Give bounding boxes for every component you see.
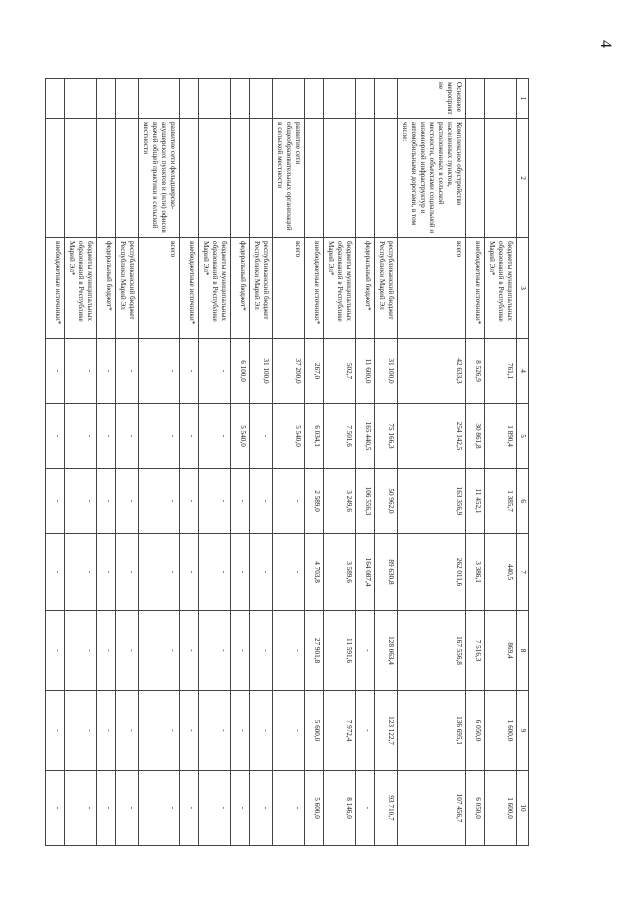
value-cell: -	[231, 469, 250, 534]
value-cell: -	[97, 469, 116, 534]
value-cell: -	[139, 469, 180, 534]
table-row	[398, 79, 466, 846]
value-cell: 5 540,0	[231, 404, 250, 469]
value-cell: -	[231, 611, 250, 691]
value-cell: -	[139, 611, 180, 691]
value-cell: 27 901,8	[305, 611, 324, 691]
value-cell: 5 600,0	[305, 771, 324, 846]
value-cell: 31 100,0	[250, 339, 273, 404]
value-cell: -	[46, 771, 65, 846]
budget-table	[45, 78, 529, 846]
activity-name-cell	[356, 119, 375, 238]
value-cell: -	[46, 404, 65, 469]
table-row	[231, 79, 250, 846]
funding-source-cell: внебюджетные источники*	[180, 238, 199, 339]
value-cell: 93 710,7	[375, 771, 398, 846]
value-cell: 37 200,0	[273, 339, 305, 404]
activity-name-cell	[180, 119, 199, 238]
row-type-cell	[324, 79, 356, 119]
row-type-cell	[46, 79, 65, 119]
column-header-1: 1	[517, 79, 529, 119]
column-header-9: 9	[517, 691, 529, 771]
value-cell: 11 591,6	[324, 611, 356, 691]
funding-source-cell: внебюджетные источники*	[46, 238, 65, 339]
value-cell: 1 890,4	[485, 404, 517, 469]
value-cell: -	[231, 771, 250, 846]
row-type-cell: Основное мероприятие	[398, 79, 466, 119]
activity-name-cell	[199, 119, 231, 238]
value-cell: 30 861,8	[466, 404, 485, 469]
column-header-4: 4	[517, 339, 529, 404]
table-row	[116, 79, 139, 846]
value-cell: 11 600,0	[356, 339, 375, 404]
row-type-cell	[250, 79, 273, 119]
value-cell: 31 100,0	[375, 339, 398, 404]
value-cell: 164 087,4	[356, 534, 375, 611]
value-cell: -	[46, 339, 65, 404]
activity-name-cell	[65, 119, 97, 238]
value-cell: -	[180, 339, 199, 404]
funding-source-cell: бюджеты муниципальных образований в Республике Марий Эл*	[324, 238, 356, 339]
activity-name-cell	[116, 119, 139, 238]
value-cell: 6 050,0	[466, 771, 485, 846]
value-cell: -	[65, 339, 97, 404]
funding-source-cell: республиканский бюджет Республики Марий Эл	[116, 238, 139, 339]
table-row	[375, 79, 398, 846]
row-type-cell	[139, 79, 180, 119]
funding-source-cell: федеральный бюджет*	[97, 238, 116, 339]
value-cell: -	[273, 534, 305, 611]
row-type-cell	[97, 79, 116, 119]
value-cell: 106 556,3	[356, 469, 375, 534]
value-cell: -	[97, 691, 116, 771]
value-cell: 254 142,5	[398, 404, 466, 469]
value-cell: -	[139, 339, 180, 404]
value-cell: 1 600,0	[485, 691, 517, 771]
value-cell: -	[199, 339, 231, 404]
value-cell: -	[199, 691, 231, 771]
table-row	[46, 79, 65, 846]
value-cell: -	[65, 691, 97, 771]
funding-source-cell: федеральный бюджет*	[231, 238, 250, 339]
value-cell: -	[356, 691, 375, 771]
value-cell: -	[199, 534, 231, 611]
column-header-6: 6	[517, 469, 529, 534]
value-cell: -	[180, 611, 199, 691]
row-type-cell	[356, 79, 375, 119]
value-cell: -	[250, 404, 273, 469]
activity-name-cell	[485, 119, 517, 238]
value-cell: 42 633,3	[398, 339, 466, 404]
value-cell: -	[273, 771, 305, 846]
value-cell: -	[199, 469, 231, 534]
value-cell: -	[139, 771, 180, 846]
value-cell: -	[273, 691, 305, 771]
value-cell: -	[65, 534, 97, 611]
value-cell: -	[199, 771, 231, 846]
funding-source-cell: республиканский бюджет Республики Марий Эл	[375, 238, 398, 339]
value-cell: 440,5	[485, 534, 517, 611]
value-cell: -	[97, 339, 116, 404]
value-cell: -	[116, 691, 139, 771]
row-type-cell	[305, 79, 324, 119]
value-cell: -	[116, 611, 139, 691]
value-cell: 267,0	[305, 339, 324, 404]
row-type-cell	[199, 79, 231, 119]
value-cell: -	[65, 469, 97, 534]
value-cell: 2 589,0	[305, 469, 324, 534]
value-cell: -	[356, 771, 375, 846]
row-type-cell	[485, 79, 517, 119]
funding-source-cell: всего	[139, 238, 180, 339]
value-cell: -	[65, 771, 97, 846]
value-cell: 3 589,6	[324, 534, 356, 611]
value-cell: -	[180, 534, 199, 611]
value-cell: 6 034,1	[305, 404, 324, 469]
value-cell: -	[116, 534, 139, 611]
value-cell: -	[116, 771, 139, 846]
column-header-7: 7	[517, 534, 529, 611]
value-cell: -	[231, 691, 250, 771]
value-cell: -	[180, 469, 199, 534]
funding-source-cell: федеральный бюджет*	[356, 238, 375, 339]
value-cell: 869,4	[485, 611, 517, 691]
value-cell: 7 972,4	[324, 691, 356, 771]
value-cell: -	[46, 611, 65, 691]
value-cell: -	[139, 534, 180, 611]
value-cell: -	[180, 691, 199, 771]
value-cell: -	[250, 691, 273, 771]
funding-source-cell: всего	[398, 238, 466, 339]
funding-source-cell: всего	[273, 238, 305, 339]
value-cell: -	[97, 404, 116, 469]
activity-name-cell: развитие сети общеобразовательных организаций в сельской местности	[273, 119, 305, 238]
value-cell: 89 630,8	[375, 534, 398, 611]
page-number: 4	[597, 40, 614, 48]
value-cell: 5 540,0	[273, 404, 305, 469]
value-cell: -	[356, 611, 375, 691]
row-type-cell	[375, 79, 398, 119]
value-cell: 7 501,6	[324, 404, 356, 469]
table-row	[273, 79, 305, 846]
value-cell: 107 456,7	[398, 771, 466, 846]
table-row	[305, 79, 324, 846]
table-row	[466, 79, 485, 846]
funding-source-cell: внебюджетные источники*	[466, 238, 485, 339]
activity-name-cell	[46, 119, 65, 238]
table-row	[65, 79, 97, 846]
value-cell: -	[116, 339, 139, 404]
value-cell: -	[250, 469, 273, 534]
value-cell: -	[273, 469, 305, 534]
funding-source-cell: республиканский бюджет Республики Марий Эл	[250, 238, 273, 339]
column-header-3: 3	[517, 238, 529, 339]
value-cell: 136 695,1	[398, 691, 466, 771]
funding-source-cell: бюджеты муниципальных образований в Республике Марий Эл*	[199, 238, 231, 339]
value-cell: -	[180, 404, 199, 469]
table-row	[356, 79, 375, 846]
column-header-8: 8	[517, 611, 529, 691]
row-type-cell	[65, 79, 97, 119]
table-row	[199, 79, 231, 846]
value-cell: 8 146,0	[324, 771, 356, 846]
value-cell: -	[97, 611, 116, 691]
value-cell: 3 386,1	[466, 534, 485, 611]
activity-name-cell: Комплексное обустройство населенных пунктов, расположенных в сельской местности, объектами социальной и инженерной инфраструктур и автомобильными дорогами, в том числе:	[398, 119, 466, 238]
value-cell: 50 962,0	[375, 469, 398, 534]
row-type-cell	[466, 79, 485, 119]
table-row	[139, 79, 180, 846]
activity-name-cell	[305, 119, 324, 238]
activity-name-cell: развитие сети фельдшерско-акушерских пунктов и (или) офисов врачей общей практики в сельской местности	[139, 119, 180, 238]
row-type-cell	[231, 79, 250, 119]
activity-name-cell	[231, 119, 250, 238]
value-cell: -	[180, 771, 199, 846]
activity-name-cell	[250, 119, 273, 238]
activity-name-cell	[324, 119, 356, 238]
value-cell: 165 440,5	[356, 404, 375, 469]
row-type-cell	[273, 79, 305, 119]
value-cell: -	[46, 691, 65, 771]
value-cell: 1 600,0	[485, 771, 517, 846]
value-cell: 6 100,0	[231, 339, 250, 404]
activity-name-cell	[97, 119, 116, 238]
value-cell: 163 356,9	[398, 469, 466, 534]
table-row	[180, 79, 199, 846]
row-type-cell	[116, 79, 139, 119]
value-cell: -	[97, 771, 116, 846]
value-cell: -	[97, 534, 116, 611]
value-cell: 11 452,1	[466, 469, 485, 534]
column-header-10: 10	[517, 771, 529, 846]
value-cell: 1 385,7	[485, 469, 517, 534]
table-body	[46, 79, 517, 846]
value-cell: 6 050,0	[466, 691, 485, 771]
value-cell: 262 011,6	[398, 534, 466, 611]
funding-source-cell: внебюджетные источники*	[305, 238, 324, 339]
row-type-cell	[180, 79, 199, 119]
funding-source-cell: бюджеты муниципальных образований в Республике Марий Эл*	[485, 238, 517, 339]
value-cell: 75 166,3	[375, 404, 398, 469]
value-cell: -	[65, 404, 97, 469]
value-cell: 167 556,8	[398, 611, 466, 691]
value-cell: 5 600,0	[305, 691, 324, 771]
activity-name-cell	[466, 119, 485, 238]
value-cell: -	[116, 469, 139, 534]
value-cell: -	[139, 691, 180, 771]
value-cell: 123 122,7	[375, 691, 398, 771]
value-cell: 7 516,3	[466, 611, 485, 691]
table-row	[97, 79, 116, 846]
column-header-2: 2	[517, 119, 529, 238]
value-cell: -	[199, 404, 231, 469]
value-cell: -	[46, 469, 65, 534]
value-cell: -	[273, 611, 305, 691]
value-cell: -	[199, 611, 231, 691]
table-row	[250, 79, 273, 846]
activity-name-cell	[375, 119, 398, 238]
value-cell: 3 249,6	[324, 469, 356, 534]
value-cell: 761,1	[485, 339, 517, 404]
value-cell: -	[65, 611, 97, 691]
column-header-5: 5	[517, 404, 529, 469]
value-cell: -	[139, 404, 180, 469]
value-cell: 4 703,8	[305, 534, 324, 611]
table-row	[324, 79, 356, 846]
value-cell: -	[250, 534, 273, 611]
funding-source-cell: бюджеты муниципальных образований в Республике Марий Эл*	[65, 238, 97, 339]
value-cell: -	[231, 534, 250, 611]
value-cell: -	[116, 404, 139, 469]
table-row	[485, 79, 517, 846]
value-cell: -	[250, 771, 273, 846]
value-cell: -	[250, 611, 273, 691]
value-cell: 8 526,9	[466, 339, 485, 404]
value-cell: 502,7	[324, 339, 356, 404]
value-cell: 128 063,4	[375, 611, 398, 691]
table-header-row	[517, 79, 529, 846]
value-cell: -	[46, 534, 65, 611]
